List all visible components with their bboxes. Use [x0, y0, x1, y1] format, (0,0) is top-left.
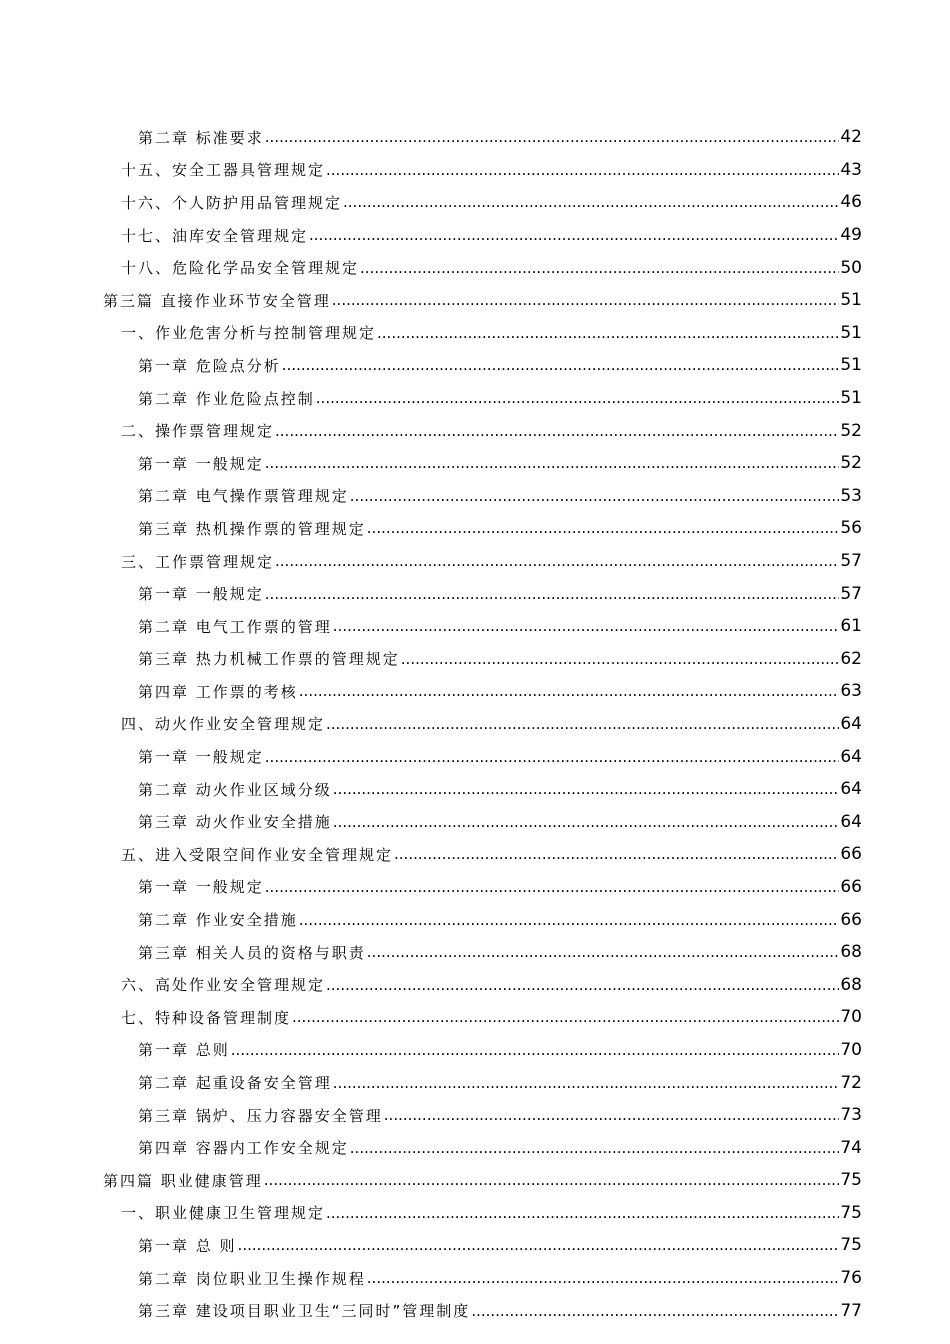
toc-leader-dots — [265, 454, 840, 472]
toc-entry[interactable] — [0, 1034, 950, 1067]
toc-leader-dots — [394, 845, 839, 863]
toc-leader-dots — [275, 422, 839, 440]
toc-entry[interactable] — [0, 675, 950, 708]
toc-entry-title: 第三章 相关人员的资格与职责 — [138, 943, 366, 962]
toc-entry[interactable] — [0, 643, 950, 676]
toc-leader-dots — [343, 193, 839, 211]
toc-entry-title: 三、工作票管理规定 — [121, 552, 275, 571]
toc-leader-dots — [275, 552, 839, 570]
toc-entry[interactable] — [0, 1164, 950, 1197]
toc-leader-dots — [401, 650, 840, 668]
toc-entry[interactable] — [0, 708, 950, 741]
toc-leader-dots — [326, 161, 839, 179]
toc-entry[interactable] — [0, 545, 950, 578]
toc-page-number: 68 — [840, 942, 862, 963]
toc-entry-title: 第四章 容器内工作安全规定 — [138, 1139, 349, 1158]
toc-entry[interactable] — [0, 1197, 950, 1230]
toc-entry-title: 第一章 总则 — [138, 1041, 230, 1060]
toc-leader-dots — [292, 1008, 839, 1026]
toc-entry[interactable] — [0, 1229, 950, 1262]
toc-page-number: 42 — [840, 127, 862, 148]
toc-leader-dots — [333, 780, 840, 798]
toc-entry-title: 第二章 起重设备安全管理 — [138, 1074, 332, 1093]
toc-page-number: 52 — [840, 420, 862, 441]
toc-entry[interactable] — [0, 610, 950, 643]
toc-page-number: 57 — [840, 583, 862, 604]
toc-page-number: 75 — [840, 1202, 862, 1223]
toc-entry-title: 第四篇 职业健康管理 — [103, 1171, 263, 1190]
toc-leader-dots — [360, 259, 839, 277]
toc-entry-title: 四、动火作业安全管理规定 — [121, 715, 326, 734]
toc-entry[interactable] — [0, 414, 950, 447]
toc-leader-dots — [282, 356, 840, 374]
toc-page-number: 73 — [840, 1105, 862, 1126]
toc-leader-dots — [265, 878, 840, 896]
toc-entry[interactable] — [0, 1294, 950, 1327]
toc-entry[interactable] — [0, 773, 950, 806]
toc-entry-title: 第二章 作业危险点控制 — [138, 389, 315, 408]
toc-entry-title: 第三篇 直接作业环节安全管理 — [103, 291, 331, 310]
toc-page-number: 43 — [840, 159, 862, 180]
toc-page-number: 57 — [840, 551, 862, 572]
toc-entry[interactable] — [0, 154, 950, 187]
toc-entry[interactable] — [0, 1099, 950, 1132]
toc-entry[interactable] — [0, 121, 950, 154]
toc-leader-dots — [316, 389, 840, 407]
toc-entry-title: 十七、油库安全管理规定 — [121, 226, 309, 245]
toc-entry[interactable] — [0, 1131, 950, 1164]
toc-leader-dots — [299, 682, 840, 700]
toc-leader-dots — [367, 943, 840, 961]
toc-leader-dots — [367, 519, 840, 537]
toc-entry[interactable] — [0, 186, 950, 219]
toc-leader-dots — [264, 1171, 840, 1189]
toc-entry[interactable] — [0, 577, 950, 610]
toc-entry-title: 第二章 电气工作票的管理 — [138, 617, 332, 636]
toc-page-number: 51 — [840, 290, 862, 311]
toc-leader-dots — [333, 813, 840, 831]
toc-entry-title: 第一章 一般规定 — [138, 585, 264, 604]
toc-page-number: 51 — [840, 388, 862, 409]
toc-entry[interactable] — [0, 447, 950, 480]
toc-page-number: 51 — [840, 355, 862, 376]
toc-page-number: 61 — [840, 616, 862, 637]
toc-leader-dots — [238, 1236, 840, 1254]
toc-entry-title: 十六、个人防护用品管理规定 — [121, 193, 343, 212]
toc-leader-dots — [231, 1041, 840, 1059]
toc-leader-dots — [350, 1139, 840, 1157]
toc-page-number: 70 — [840, 1039, 862, 1060]
toc-page-number: 77 — [840, 1300, 862, 1321]
toc-page-number: 62 — [840, 648, 862, 669]
toc-entry-title: 一、职业健康卫生管理规定 — [121, 1204, 326, 1223]
toc-entry-title: 六、高处作业安全管理规定 — [121, 976, 326, 995]
toc-page-number: 49 — [840, 225, 862, 246]
toc-entry-title: 第三章 锅炉、压力容器安全管理 — [138, 1106, 383, 1125]
toc-leader-dots — [309, 226, 839, 244]
toc-entry[interactable] — [0, 251, 950, 284]
toc-entry-title: 第一章 危险点分析 — [138, 356, 281, 375]
toc-entry[interactable] — [0, 903, 950, 936]
toc-page-number: 76 — [840, 1268, 862, 1289]
toc-entry-title: 十五、安全工器具管理规定 — [121, 161, 326, 180]
toc-entry[interactable] — [0, 349, 950, 382]
toc-entry[interactable] — [0, 512, 950, 545]
toc-entry[interactable] — [0, 936, 950, 969]
toc-page-number: 56 — [840, 518, 862, 539]
toc-page-number: 70 — [840, 1007, 862, 1028]
toc-page-number: 75 — [840, 1235, 862, 1256]
toc-entry-title: 五、进入受限空间作业安全管理规定 — [121, 845, 394, 864]
toc-page-number: 64 — [840, 746, 862, 767]
toc-page-number: 46 — [840, 192, 862, 213]
toc-entry-title: 第二章 岗位职业卫生操作规程 — [138, 1269, 366, 1288]
toc-leader-dots — [333, 617, 840, 635]
toc-entry-title: 第四章 工作票的考核 — [138, 682, 298, 701]
toc-leader-dots — [326, 715, 839, 733]
toc-entry[interactable] — [0, 968, 950, 1001]
toc-entry-title: 第三章 动火作业安全措施 — [138, 813, 332, 832]
toc-entry-title: 十八、危险化学品安全管理规定 — [121, 259, 360, 278]
toc-entry-title: 第二章 动火作业区域分级 — [138, 780, 332, 799]
toc-entry[interactable] — [0, 838, 950, 871]
toc-leader-dots — [332, 291, 840, 309]
toc-page-number: 50 — [840, 257, 862, 278]
toc-entry[interactable] — [0, 1001, 950, 1034]
toc-page-number: 53 — [840, 485, 862, 506]
toc-page-number: 64 — [840, 779, 862, 800]
toc-page-number: 74 — [840, 1137, 862, 1158]
toc-entry-title: 第二章 标准要求 — [138, 128, 264, 147]
toc-leader-dots — [367, 1269, 840, 1287]
toc-entry-title: 第一章 一般规定 — [138, 748, 264, 767]
toc-entry-title: 七、特种设备管理制度 — [121, 1008, 292, 1027]
toc-page-number: 52 — [840, 453, 862, 474]
toc-page-number: 51 — [840, 322, 862, 343]
toc-entry[interactable] — [0, 1262, 950, 1295]
toc-entry-title: 第一章 一般规定 — [138, 454, 264, 473]
toc-leader-dots — [299, 911, 840, 929]
toc-leader-dots — [350, 487, 840, 505]
toc-entry-title: 第二章 作业安全措施 — [138, 911, 298, 930]
toc-entry-title: 二、操作票管理规定 — [121, 422, 275, 441]
toc-leader-dots — [265, 585, 840, 603]
toc-entry-title: 第二章 电气操作票管理规定 — [138, 487, 349, 506]
toc-entry-title: 第三章 热力机械工作票的管理规定 — [138, 650, 400, 669]
toc-leader-dots — [265, 748, 840, 766]
toc-page-number: 72 — [840, 1072, 862, 1093]
toc-entry[interactable] — [0, 317, 950, 350]
toc-page-number: 64 — [840, 811, 862, 832]
table-of-contents — [0, 121, 950, 1327]
toc-entry[interactable] — [0, 480, 950, 513]
toc-leader-dots — [265, 128, 840, 146]
toc-entry[interactable] — [0, 740, 950, 773]
toc-entry[interactable] — [0, 1066, 950, 1099]
toc-entry[interactable] — [0, 871, 950, 904]
toc-page-number: 66 — [840, 876, 862, 897]
toc-entry-title: 一、作业危害分析与控制管理规定 — [121, 324, 377, 343]
toc-entry-title: 第一章 总 则 — [138, 1236, 237, 1255]
toc-leader-dots — [326, 976, 839, 994]
toc-leader-dots — [471, 1302, 839, 1320]
toc-page-number: 66 — [840, 844, 862, 865]
toc-leader-dots — [333, 1074, 840, 1092]
toc-page-number: 68 — [840, 974, 862, 995]
toc-entry-title: 第三章 热机操作票的管理规定 — [138, 519, 366, 538]
toc-page-number: 64 — [840, 713, 862, 734]
toc-entry-title: 第三章 建设项目职业卫生“三同时”管理制度 — [138, 1302, 471, 1321]
toc-entry[interactable] — [0, 382, 950, 415]
toc-leader-dots — [377, 324, 839, 342]
toc-page-number: 75 — [840, 1170, 862, 1191]
toc-entry[interactable] — [0, 284, 950, 317]
toc-entry[interactable] — [0, 219, 950, 252]
toc-leader-dots — [384, 1106, 840, 1124]
toc-page-number: 66 — [840, 909, 862, 930]
toc-leader-dots — [326, 1204, 839, 1222]
toc-entry-title: 第一章 一般规定 — [138, 878, 264, 897]
toc-entry[interactable] — [0, 805, 950, 838]
toc-page-number: 63 — [840, 681, 862, 702]
